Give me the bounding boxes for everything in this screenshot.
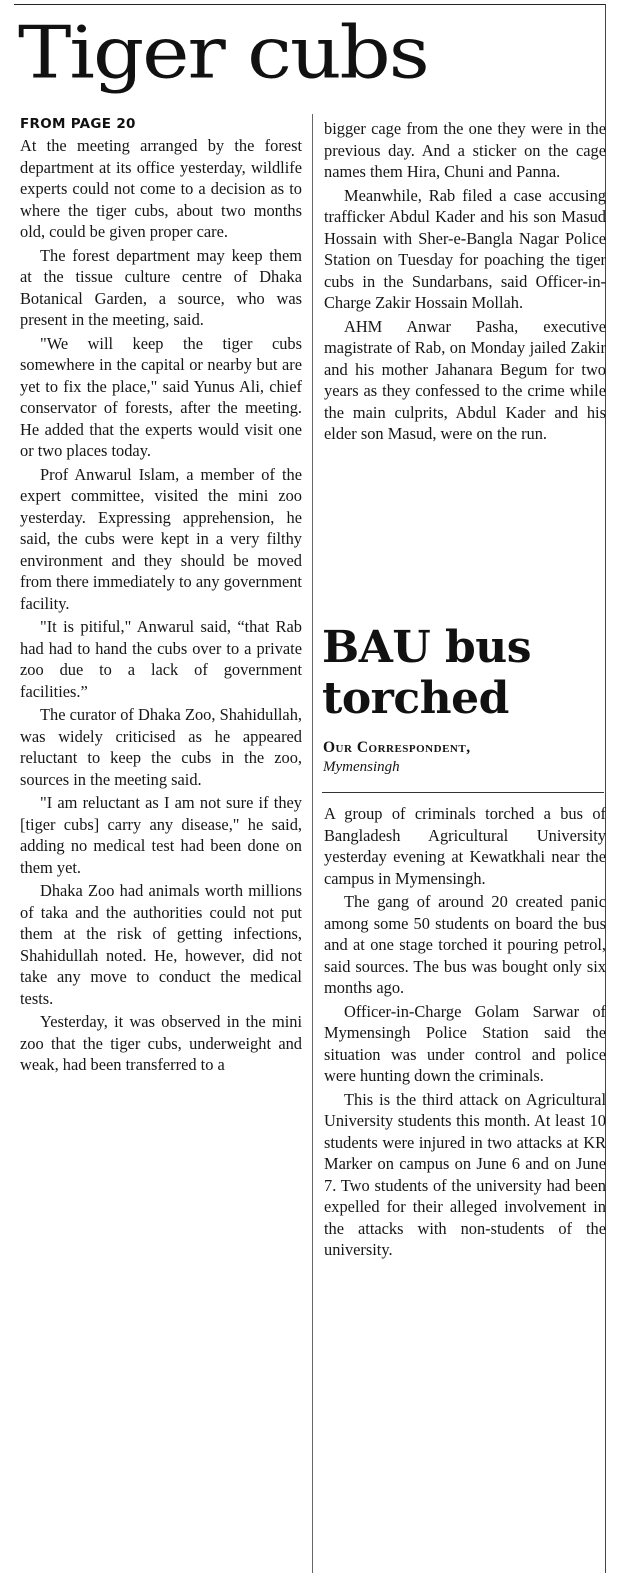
jump-label: FROM PAGE 20	[20, 116, 136, 132]
article1-paragraph: "We will keep the tiger cubs somewhere in the capital or nearby but are yet to fix the place," said Yunus Ali, chief conservator of forests, after the meeting. He added that the experts would visit one or two places today.	[20, 333, 302, 460]
article1-paragraph: At the meeting arranged by the forest department at its office yesterday, wildlife experts could not come to a decision as to where the tiger cubs, about two months old, could be given proper care.	[20, 136, 302, 241]
article1-continued-paragraph: AHM Anwar Pasha, executive magistrate of Rab, on Monday jailed Zakir and his mother Jahanara Begum for two years as they confessed to the crime while the main culprits, Abdul Kader and his elder son Masud, were on the run.	[324, 316, 606, 443]
article1-column-left	[20, 116, 302, 1078]
column-divider	[312, 114, 313, 1573]
article1-continued-paragraph: bigger cage from the one they were in the previous day. And a sticker on the cage names them Hira, Chuni and Panna.	[324, 119, 606, 181]
article1-paragraph: Yesterday, it was observed in the mini zoo that the tiger cubs, underweight and weak, had been transferred to a	[20, 1012, 302, 1074]
article1-continued-paragraph: Meanwhile, Rab filed a case accusing trafficker Abdul Kader and his son Masud Hossain with Sher-e-Bangla Nagar Police Station on Tuesday for poaching the tiger cubs in the Sundarbans, said Officer-in-Charge Zakir Hossain Mollah.	[324, 185, 606, 312]
article1-column-right	[324, 118, 606, 447]
article1-paragraph: Dhaka Zoo had animals worth millions of taka and the authorities could not put them at the risk of getting infections, Shahidullah noted. He, however, did not take any move to conduct the medical tests.	[20, 881, 302, 1008]
article2-paragraph: A group of criminals torched a bus of Bangladesh Agricultural University yesterday evening at Kewatkhali near the campus in Mymensingh.	[324, 804, 606, 888]
article1-paragraph: "I am reluctant as I am not sure if they [tiger cubs] carry any disease," he said, adding no medical test had been done on them yet.	[20, 793, 302, 877]
article2-paragraph: This is the third attack on Agricultural University students this month. At least 10 students were injured in two attacks at KR Marker on campus on June 6 and on June 7. Two students of the university had been expelled for their alleged involvement in the attacks with non-students of the university.	[324, 1089, 606, 1259]
headline-tiger-cubs: Tiger cubs	[18, 10, 428, 95]
article2-paragraph: Officer-in-Charge Golam Sarwar of Mymensingh Police Station said the situation was under control and police were hunting down the criminals.	[324, 1001, 606, 1085]
article2-body	[324, 803, 606, 1263]
article2-paragraph: The gang of around 20 created panic among some 50 students on board the bus and at one stage torched it pouring petrol, said sources. The bus was bought only six months ago.	[324, 892, 606, 997]
dateline: Mymensingh	[323, 759, 400, 775]
byline: Our Correspondent,	[323, 739, 471, 756]
article1-paragraph: Prof Anwarul Islam, a member of the expert committee, visited the mini zoo yesterday. Expressing apprehension, he said, the cubs were kept in a very filthy environment and they should be moved from there immediately to any government facility.	[20, 464, 302, 613]
byline-block	[323, 738, 603, 777]
article1-paragraph: The forest department may keep them at the tissue culture centre of Dhaka Botanical Garden, a source, who was present in the meeting, said.	[20, 245, 302, 329]
article1-paragraph: "It is pitiful," Anwarul said, “that Rab had had to hand the cubs over to a private zoo due to a lack of government facilities.”	[20, 617, 302, 701]
article1-paragraph: The curator of Dhaka Zoo, Shahidullah, was widely criticised as he appeared reluctant to keep the cubs in the zoo, sources in the meeting said.	[20, 705, 302, 789]
headline-bau-bus-torched: BAU bus torched	[322, 622, 532, 724]
byline-rule	[322, 792, 604, 793]
top-border-rule	[14, 4, 606, 5]
